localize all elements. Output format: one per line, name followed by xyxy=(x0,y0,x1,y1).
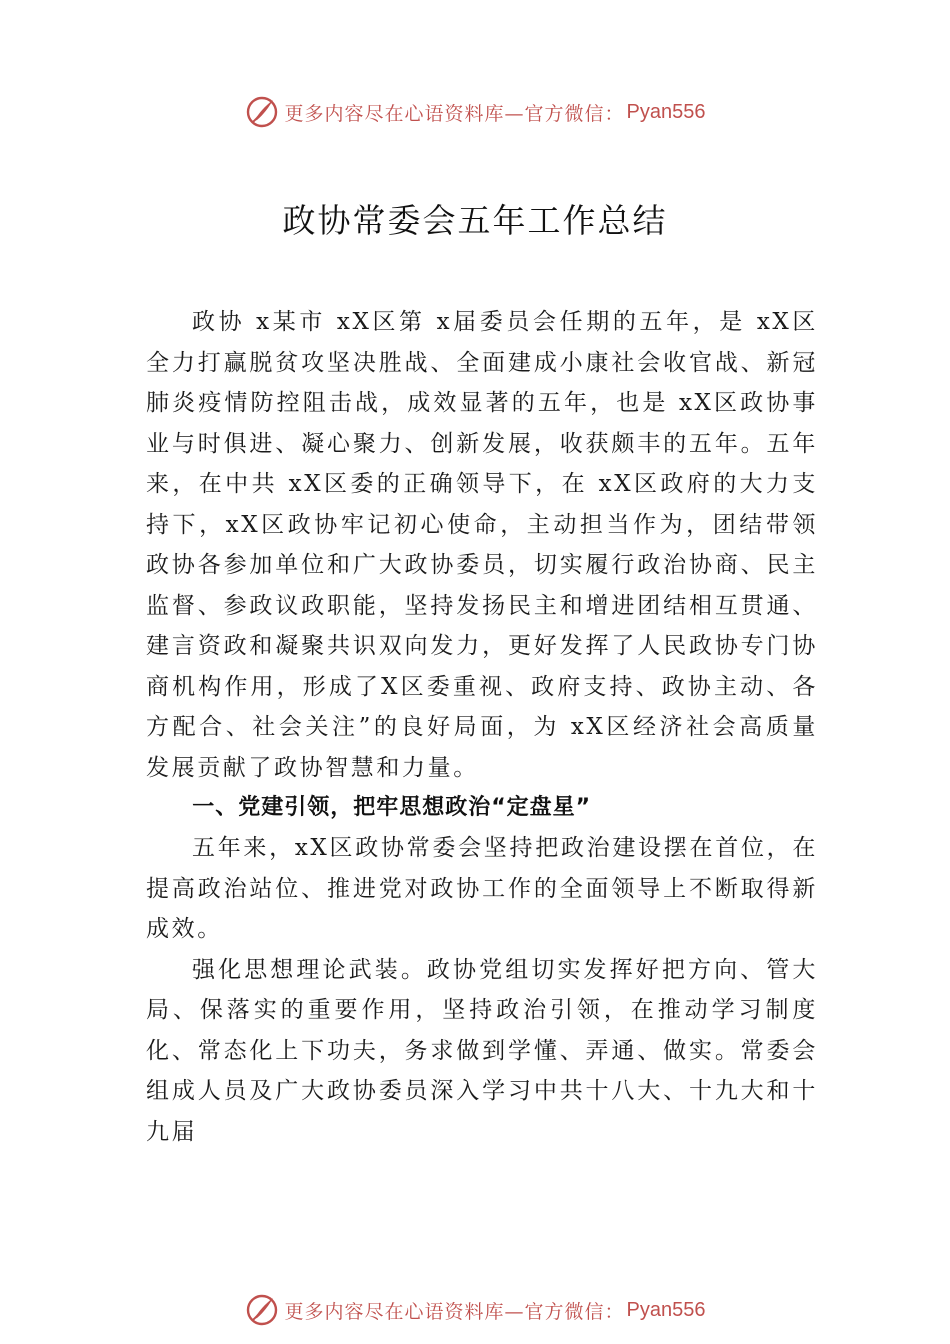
intro-paragraph: 政协 x某市 xX区第 x届委员会任期的五年，是 xX区全力打赢脱贫攻坚决胜战、全面建成小康社会收官战、新冠肺炎疫情防控阻击战，成效显著的五年，也是 xX区政协事业与时俱进、凝心聚力、创新发展，收获颇丰的五年。五年来，在中共 xX区委的正确领导下，在 xX区政府的大力支持下，xX区政协牢记初心使命，主动担当作为，团结带领政协各参加单位和广大政协委员，切实履行政治协商、民主监督、参政议政职能，坚持发扬民主和增进团结相互贯通、建言资政和凝聚共识双向发力，更好发挥了人民政协专门协商机构作用，形成了X区委重视、政府支持、政协主动、各方配合、社会关注”的良好局面，为 xX区经济社会高质量发展贡献了政协智慧和力量。 xyxy=(146,309,818,781)
section1-paragraph-2: 强化思想理论武装。政协党组切实发挥好把方向、管大局、保落实的重要作用，坚持政治引领，在推动学习制度化、常态化上下功夫，务求做到学懂、弄通、做实。常委会组成人员及广大政协委员深入学习中共十八大、十九大和十九届 xyxy=(146,956,818,1145)
banner-text: 更多内容尽在心语资料库—官方微信： xyxy=(284,102,625,125)
section1-paragraph-1: 五年来，xX区政协常委会坚持把政治建设摆在首位，在提高政治站位、推进党对政协工作的全面领导上不断取得新成效。 xyxy=(146,835,818,942)
quill-logo-icon xyxy=(245,1293,279,1327)
document-body xyxy=(146,302,818,1152)
footer-watermark-banner xyxy=(0,1290,950,1330)
section-heading-1: 一、党建引领，把牢思想政治“定盘星” xyxy=(192,795,592,820)
quill-logo-icon xyxy=(245,95,279,129)
banner-wechat-id: Pyan556 xyxy=(626,100,706,123)
document-title: 政协常委会五年工作总结 xyxy=(282,201,668,240)
banner-text: 更多内容尽在心语资料库—官方微信： xyxy=(284,1300,625,1323)
banner-wechat-id: Pyan556 xyxy=(626,1298,706,1321)
header-watermark-banner xyxy=(0,92,950,132)
